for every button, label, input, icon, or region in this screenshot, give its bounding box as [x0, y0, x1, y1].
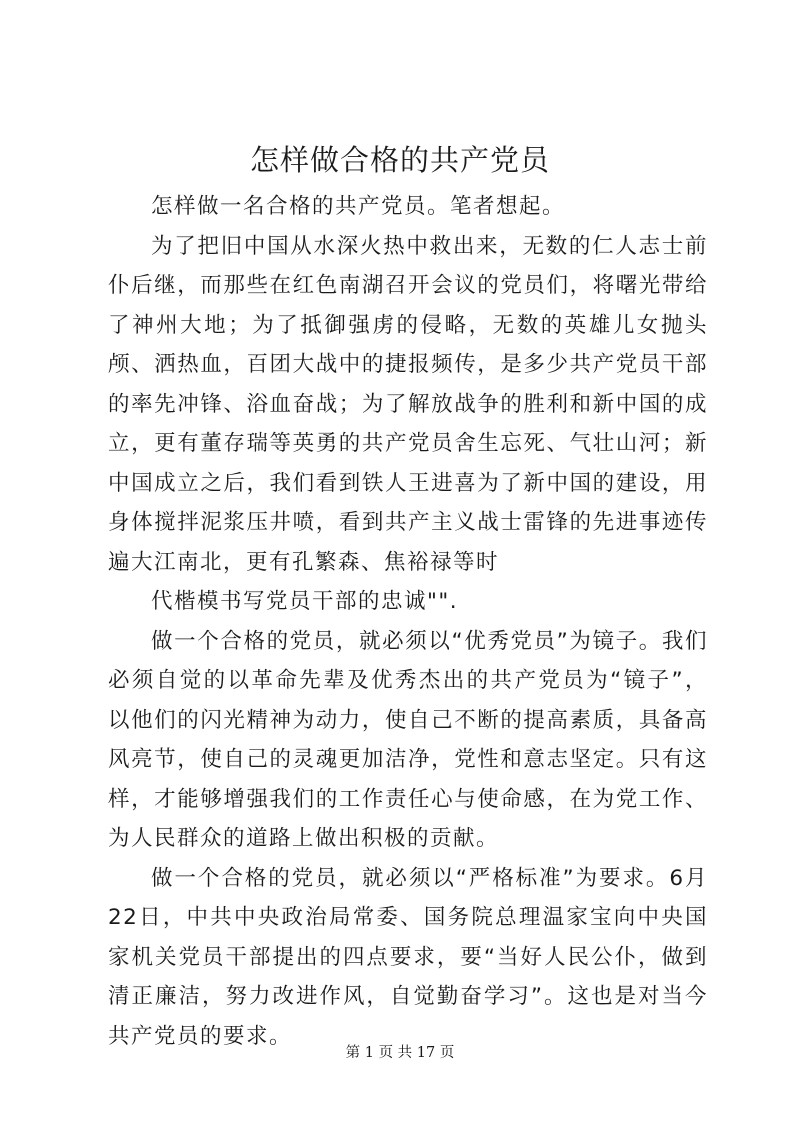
document-body: [108, 187, 708, 1056]
paragraph-history: 为了把旧中国从水深火热中救出来，无数的仁人志士前仆后继，而那些在红色南湖召开会议的党员们，将曙光带给了神州大地；为了抵御强虏的侵略，无数的英雄儿女抛头颅、洒热血，百团大战中的捷报频传，是多少共产党员干部的率先冲锋、浴血奋战；为了解放战争的胜利和新中国的成立，更有董存瑞等英勇的共产党员舍生忘死、气壮山河；新中国成立之后，我们看到铁人王进喜为了新中国的建设，用身体搅拌泥浆压井喷，看到共产主义战士雷锋的先进事迹传遍大江南北，更有孔繁森、焦裕禄等时: [108, 233, 708, 575]
paragraph-intro: 怎样做一名合格的共产党员。笔者想起。: [151, 194, 566, 219]
document-title: 怎样做合格的共产党员: [249, 143, 550, 177]
page-number-footer: 第 1 页 共 17 页: [345, 1045, 455, 1061]
paragraph-standard: 做一个合格的党员，就必须以“严格标准”为要求。6月22日，中共中央政治局常委、国务院总理温家宝向中央国家机关党员干部提出的四点要求，要“当好人民公仆，做到清正廉洁，努力改进作风，自觉勤奋学习”。这也是对当今共产党员的要求。: [108, 865, 708, 1049]
paragraph-history-tail: 代楷模书写党员干部的忠诚"".: [151, 589, 459, 614]
paragraph-mirror: 做一个合格的党员，就必须以“优秀党员”为镜子。我们必须自觉的以革命先辈及优秀杰出的共产党员为“镜子”，以他们的闪光精神为动力，使自己不断的提高素质，具备高风亮节，使自己的灵魂更加洁净，党性和意志坚定。只有这样，才能够增强我们的工作责任心与使命感，在为党工作、为人民群众的道路上做出积极的贡献。: [108, 628, 708, 851]
